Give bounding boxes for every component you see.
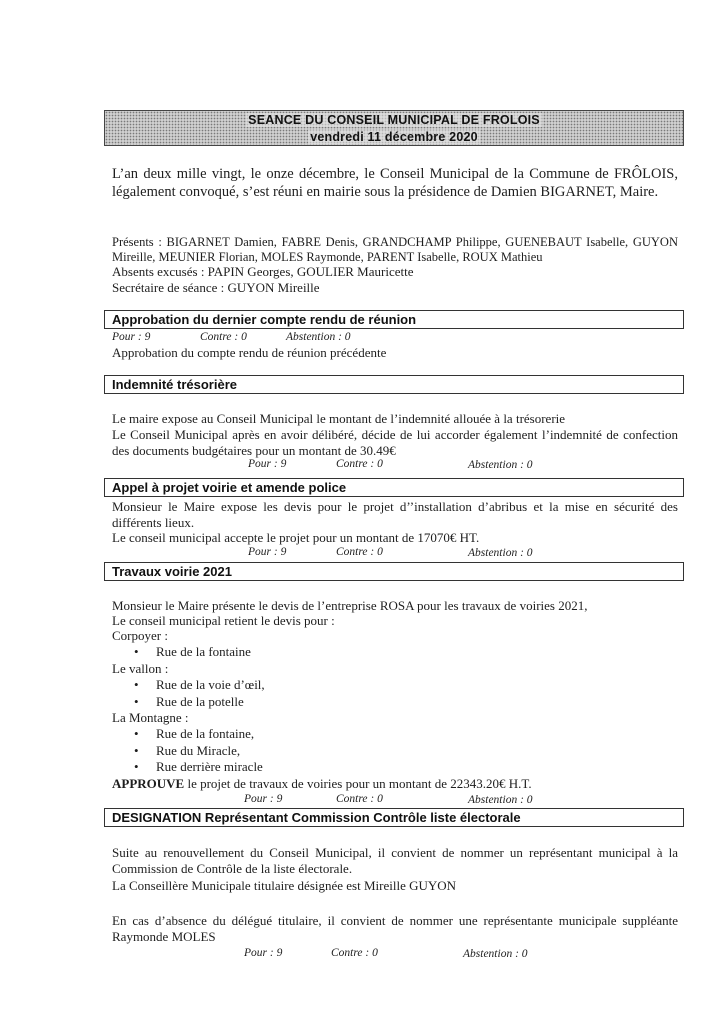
list-item: • Rue de la fontaine, (134, 726, 255, 741)
section-text: Monsieur le Maire expose les devis pour le projet d’’installation d’abribus et la mise en sécurité des différents lieux. (112, 499, 678, 530)
meeting-secretary: Secrétaire de séance : GUYON Mireille (112, 280, 320, 295)
section-text: Le conseil municipal retient le devis pour : (112, 613, 335, 628)
vote-pour: Pour : 9 (112, 331, 151, 343)
meeting-date: vendredi 11 décembre 2020 (310, 130, 478, 144)
section-title-approbation: Approbation du dernier compte rendu de réunion (104, 310, 684, 329)
group-label: La Montagne : (112, 710, 189, 725)
vote-contre: Contre : 0 (336, 546, 383, 558)
vote-contre: Contre : 0 (200, 331, 247, 343)
group-label: Corpoyer : (112, 628, 168, 643)
intro-paragraph: L’an deux mille vingt, le onze décembre, le Conseil Municipal de la Commune de FRÔLOIS, légalement convoqué, s’est réuni en mairie sous la présidence de Damien BIGARNET, Maire. (112, 166, 678, 200)
list-item: • Rue de la fontaine (134, 644, 251, 659)
section-text: Monsieur le Maire présente le devis de l’entreprise ROSA pour les travaux de voiries 2021, (112, 598, 588, 613)
section-title-designation: DESIGNATION Représentant Commission Contrôle liste électorale (104, 808, 684, 827)
meeting-title: SEANCE DU CONSEIL MUNICIPAL DE FROLOIS (248, 113, 540, 127)
section-title-travaux-voirie: Travaux voirie 2021 (104, 562, 684, 581)
approve-keyword: APPROUVE (112, 776, 185, 791)
section-text: Approbation du compte rendu de réunion précédente (112, 345, 387, 360)
vote-pour: Pour : 9 (244, 793, 283, 805)
vote-contre: Contre : 0 (336, 458, 383, 470)
approve-line: APPROUVE le projet de travaux de voiries pour un montant de 22343.20€ H.T. (112, 776, 532, 791)
meeting-header-banner (104, 110, 684, 146)
section-text: Suite au renouvellement du Conseil Municipal, il convient de nommer un représentant municipal à la Commission de Contrôle de la liste électorale. (112, 845, 678, 876)
list-item: • Rue de la voie d’œil, (134, 677, 265, 692)
section-title-appel-projet: Appel à projet voirie et amende police (104, 478, 684, 497)
vote-pour: Pour : 9 (248, 458, 287, 470)
section-text: La Conseillère Municipale titulaire désignée est Mireille GUYON (112, 878, 457, 893)
list-item: • Rue du Miracle, (134, 743, 241, 758)
vote-contre: Contre : 0 (331, 947, 378, 959)
section-text: Le Conseil Municipal après en avoir délibéré, décide de lui accorder également l’indemnité de confection des documents budgétaires pour un montant de 30.49€ (112, 427, 678, 458)
section-text: Le maire expose au Conseil Municipal le montant de l’indemnité allouée à la trésorerie (112, 411, 566, 426)
vote-abstention: Abstention : 0 (468, 459, 533, 471)
list-item: • Rue derrière miracle (134, 759, 263, 774)
group-label: Le vallon : (112, 661, 169, 676)
section-text: En cas d’absence du délégué titulaire, il convient de nommer une représentante municipale suppléante Raymonde MOLES (112, 913, 678, 944)
vote-abstention: Abstention : 0 (286, 331, 351, 343)
vote-abstention: Abstention : 0 (468, 547, 533, 559)
list-item: • Rue de la potelle (134, 694, 244, 709)
attendance-presents: Présents : BIGARNET Damien, FABRE Denis, GRANDCHAMP Philippe, GUENEBAUT Isabelle, GUYON Mireille, MEUNIER Florian, MOLES Raymonde, PARENT Isabelle, ROUX Mathieu (112, 235, 678, 264)
vote-contre: Contre : 0 (336, 793, 383, 805)
section-text: Le conseil municipal accepte le projet pour un montant de 17070€ HT. (112, 530, 480, 545)
attendance-absents: Absents excusés : PAPIN Georges, GOULIER Mauricette (112, 264, 414, 279)
vote-pour: Pour : 9 (244, 947, 283, 959)
vote-pour: Pour : 9 (248, 546, 287, 558)
section-title-indemnite: Indemnité trésorière (104, 375, 684, 394)
vote-abstention: Abstention : 0 (468, 794, 533, 806)
vote-abstention: Abstention : 0 (463, 948, 528, 960)
